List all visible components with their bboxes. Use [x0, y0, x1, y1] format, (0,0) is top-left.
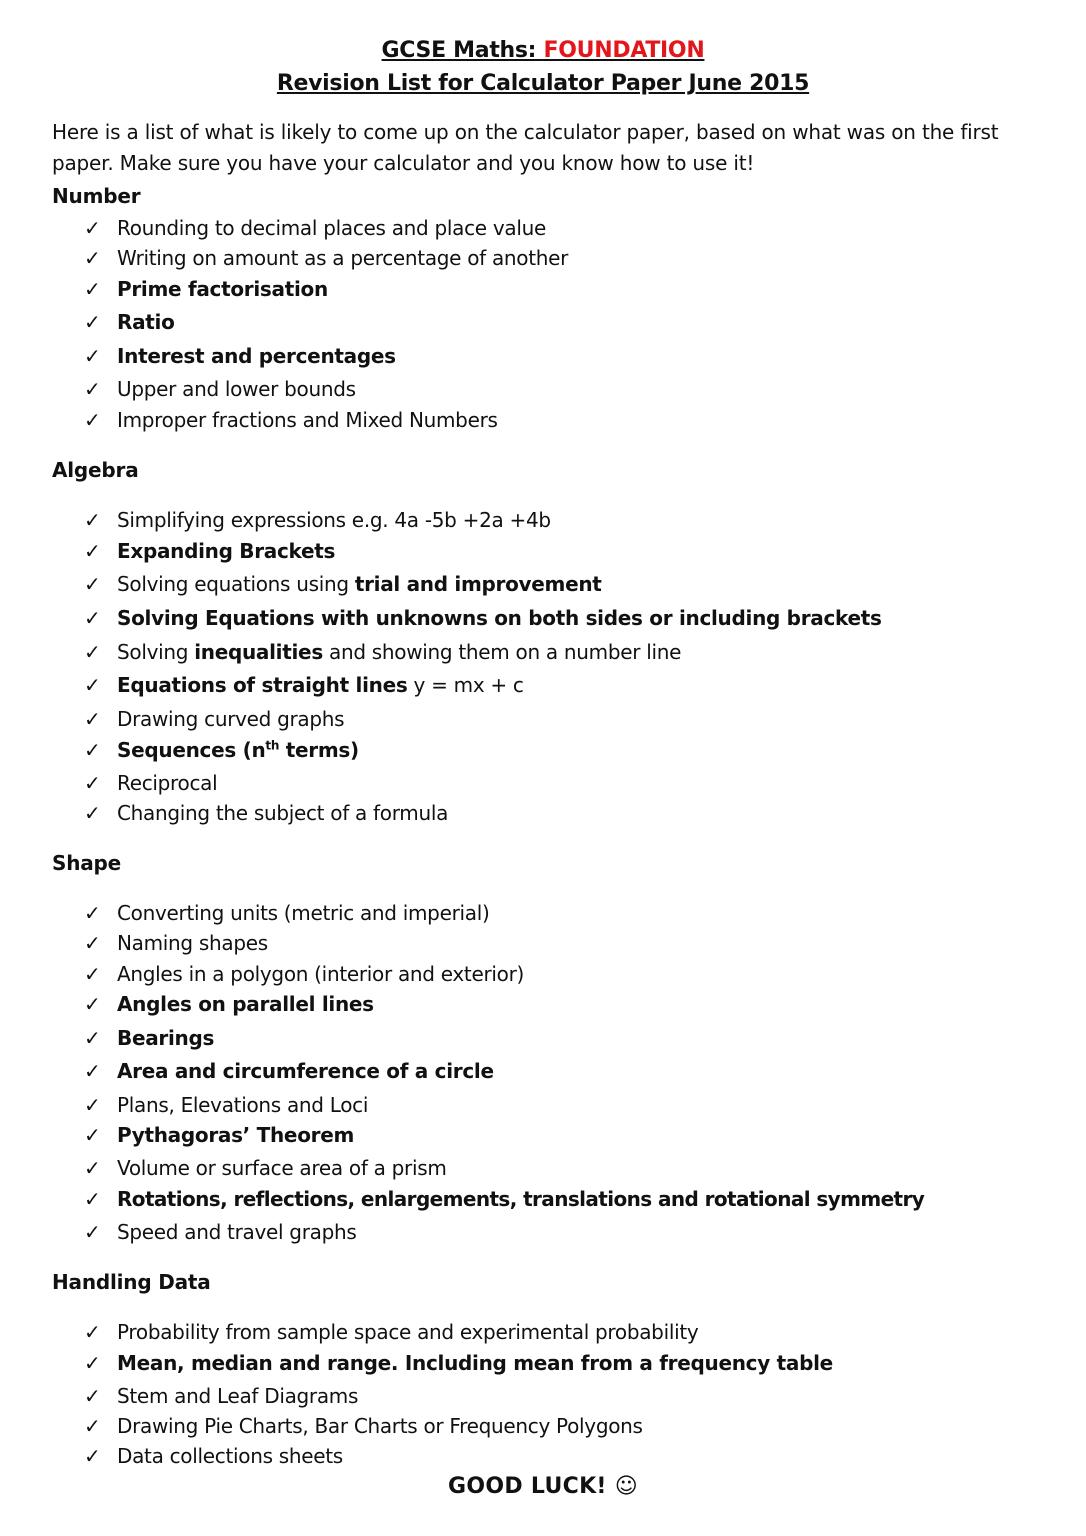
list-item: ✓ Bearings [84, 1026, 215, 1050]
check-icon: ✓ [84, 1444, 101, 1468]
list-item: ✓ Upper and lower bounds [84, 377, 356, 401]
list-item: ✓ Angles on parallel lines [84, 992, 374, 1016]
list-item: ✓ Ratio [84, 310, 175, 334]
list-item: ✓ Solving inequalities and showing them on a number line [84, 640, 682, 664]
list-item: ✓ Interest and percentages [84, 344, 396, 368]
list-item: ✓ Solving equations using trial and improvement [84, 572, 602, 596]
check-icon: ✓ [84, 1414, 101, 1438]
page-title [0, 38, 1086, 63]
list-item: ✓ Expanding Brackets [84, 539, 336, 563]
check-icon: ✓ [84, 1187, 101, 1211]
list-item: ✓ Converting units (metric and imperial) [84, 901, 490, 925]
check-icon: ✓ [84, 408, 101, 432]
list-item: ✓ Angles in a polygon (interior and exterior) [84, 962, 525, 986]
check-icon: ✓ [84, 1351, 101, 1375]
check-icon: ✓ [84, 901, 101, 925]
check-icon: ✓ [84, 508, 101, 532]
check-icon: ✓ [84, 1026, 101, 1050]
list-item: ✓ Area and circumference of a circle [84, 1059, 494, 1083]
check-icon: ✓ [84, 606, 101, 630]
list-item: ✓ Prime factorisation [84, 277, 328, 301]
list-item: ✓ Reciprocal [84, 771, 218, 795]
check-icon: ✓ [84, 246, 101, 270]
list-item: ✓ Stem and Leaf Diagrams [84, 1384, 359, 1408]
list-item: ✓ Naming shapes [84, 931, 268, 955]
check-icon: ✓ [84, 738, 101, 762]
list-item: ✓ Data collections sheets [84, 1444, 343, 1468]
list-item: ✓ Probability from sample space and experimental probability [84, 1320, 699, 1344]
check-icon: ✓ [84, 1059, 101, 1083]
check-icon: ✓ [84, 1093, 101, 1117]
list-item: ✓ Mean, median and range. Including mean from a frequency table [84, 1351, 833, 1375]
title-highlight: FOUNDATION [543, 38, 705, 63]
title-prefix: GCSE Maths: [381, 38, 544, 63]
list-item: ✓ Improper fractions and Mixed Numbers [84, 408, 498, 432]
page-subtitle: Revision List for Calculator Paper June 2015 [276, 71, 810, 96]
list-item: ✓ Changing the subject of a formula [84, 801, 449, 825]
section-heading-shape: Shape [52, 851, 122, 875]
check-icon: ✓ [84, 344, 101, 368]
list-item: ✓ Volume or surface area of a prism [84, 1156, 447, 1180]
check-icon: ✓ [84, 640, 101, 664]
list-item: ✓ Sequences ($n^{th}$ terms) [84, 738, 359, 762]
check-icon: ✓ [84, 962, 101, 986]
check-icon: ✓ [84, 707, 101, 731]
check-icon: ✓ [84, 1156, 101, 1180]
check-icon: ✓ [84, 771, 101, 795]
list-item: ✓ Speed and travel graphs [84, 1220, 357, 1244]
check-icon: ✓ [84, 216, 101, 240]
section-heading-number: Number [52, 184, 141, 208]
list-item: ✓ Writing on amount as a percentage of another [84, 246, 569, 270]
check-icon: ✓ [84, 1320, 101, 1344]
list-item: ✓ Solving Equations with unknowns on both sides or including brackets [84, 606, 882, 630]
check-icon: ✓ [84, 1220, 101, 1244]
list-item: ✓ Simplifying expressions e.g. 4a -5b +2a +4b [84, 508, 551, 532]
check-icon: ✓ [84, 539, 101, 563]
check-icon: ✓ [84, 377, 101, 401]
list-item: ✓ Drawing Pie Charts, Bar Charts or Frequency Polygons [84, 1414, 643, 1438]
check-icon: ✓ [84, 572, 101, 596]
section-heading-algebra: Algebra [52, 458, 139, 482]
check-icon: ✓ [84, 992, 101, 1016]
list-item: ✓ Equations of straight lines y = mx + c [84, 673, 524, 697]
list-item: ✓ Drawing curved graphs [84, 707, 345, 731]
check-icon: ✓ [84, 801, 101, 825]
list-item: ✓ Plans, Elevations and Loci [84, 1093, 369, 1117]
list-item: ✓ Pythagoras’ Theorem [84, 1123, 354, 1147]
check-icon: ✓ [84, 931, 101, 955]
check-icon: ✓ [84, 1384, 101, 1408]
intro-paragraph: Here is a list of what is likely to come up on the calculator paper, based on what was on the first paper. Make sure you have your calculator and you know how to use it! [52, 120, 999, 175]
good-luck-footer: GOOD LUCK! ☺ [448, 1474, 638, 1499]
check-icon: ✓ [84, 310, 101, 334]
section-heading-handling-data: Handling Data [52, 1270, 211, 1294]
check-icon: ✓ [84, 277, 101, 301]
list-item: ✓ Rounding to decimal places and place value [84, 216, 546, 240]
check-icon: ✓ [84, 1123, 101, 1147]
list-item: ✓ Rotations, reflections, enlargements, translations and rotational symmetry [84, 1187, 925, 1211]
check-icon: ✓ [84, 673, 101, 697]
